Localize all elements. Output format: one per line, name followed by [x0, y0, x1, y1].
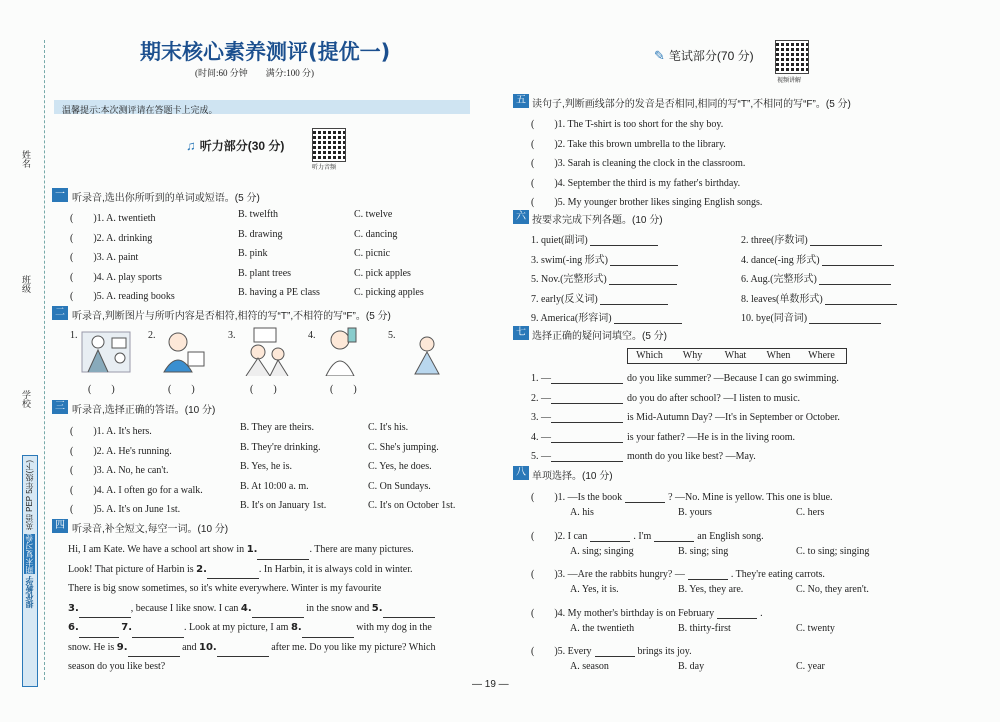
pronunciation-item[interactable]: ( )3. Sarah is cleaning the clock in the classroom. [531, 158, 746, 169]
option-c: C. Yes, he does. [368, 461, 432, 472]
pronunciation-item[interactable]: ( )2. Take this brown umbrella to the library. [531, 138, 726, 150]
section-4-number: 四 [52, 519, 68, 533]
mcq-question[interactable] [531, 565, 825, 580]
blank-number: 6. [68, 622, 79, 633]
cloze-text: Hi, I am Kate. We have a school art show in [68, 544, 247, 555]
option-a[interactable]: A. sing; singing [570, 545, 634, 557]
cloze-line [68, 560, 480, 580]
transform-prompt: 8. leaves(单数形式) [741, 293, 823, 305]
answer-line[interactable] [654, 530, 694, 542]
transform-prompt: 10. bye(同音词) [741, 313, 808, 324]
transform-item [741, 290, 897, 305]
picture-4-number: 4. [308, 330, 316, 341]
tip-text: 温馨提示:本次测评请在答题卡上完成。 [62, 105, 218, 115]
item-prefix: 2. — [531, 392, 551, 404]
answer-line[interactable] [688, 568, 728, 580]
video-qr-icon [775, 40, 809, 74]
class-label: 班级 [21, 275, 31, 293]
picture-3-number: 3. [228, 330, 236, 341]
blank-line[interactable] [207, 567, 259, 579]
mcq-question[interactable] [531, 642, 692, 657]
mcq-stem: ? —No. Mine is yellow. This one is blue. [668, 492, 833, 503]
cloze-text: . Look at my picture, I am [184, 622, 291, 633]
blank-number: 5. [371, 602, 383, 614]
picture-2-answer[interactable]: ( ) [168, 384, 195, 395]
section-5-number: 五 [513, 94, 529, 108]
answer-line[interactable] [819, 273, 891, 285]
option-b[interactable]: B. Yes, they are. [678, 584, 744, 595]
answer-line[interactable] [590, 530, 630, 542]
name-label: 姓名 [21, 150, 31, 168]
blank-number: 8. [290, 622, 302, 633]
transform-item [741, 231, 882, 246]
mcq-stem: . I'm [633, 530, 652, 542]
transform-item [531, 309, 682, 324]
picture-1-drawing-icon [80, 328, 132, 374]
section-3-number: 三 [52, 400, 68, 414]
option-row-q[interactable]: ( )1. A. It's hers. [70, 426, 152, 437]
section-8-number: 八 [513, 466, 529, 480]
answer-line[interactable] [810, 234, 882, 246]
transform-item [741, 270, 891, 285]
item-prefix: 1. — [531, 373, 551, 384]
pronunciation-item[interactable]: ( )4. September the third is my father's birthday. [531, 177, 741, 189]
option-b: B. Yes, he is. [240, 461, 292, 472]
option-row-q[interactable]: ( )4. A. play sports [70, 271, 162, 283]
cloze-text: and [179, 641, 200, 653]
item-text: is your father? —He is in the living room. [627, 431, 796, 443]
cloze-text: snow. He is [68, 641, 117, 653]
book-label: 英语 PEP 5年级(下) [25, 460, 34, 531]
brand-label-2: 提优教学 [25, 576, 34, 609]
option-c[interactable]: C. year [796, 661, 825, 672]
question-word-item [531, 450, 756, 462]
section-8-title: 单项选择。(10 分) [532, 471, 613, 482]
answer-line[interactable] [595, 645, 635, 657]
answer-line[interactable] [610, 254, 678, 266]
cloze-line [68, 638, 480, 658]
section-7-number: 七 [513, 326, 529, 340]
blank-line[interactable] [383, 606, 435, 618]
answer-line[interactable] [551, 450, 623, 462]
option-b: B. At 10:00 a. m. [240, 480, 309, 492]
question-word-item [531, 411, 840, 423]
blank-line[interactable] [79, 626, 119, 638]
school-label: 学校 [21, 390, 31, 408]
item-text: do you like summer? —Because I can go swimming. [627, 373, 839, 384]
answer-line[interactable] [551, 431, 623, 443]
mcq-question[interactable] [531, 488, 833, 503]
mcq-stem: ( )3. —Are the rabbits hungry? — [531, 569, 685, 580]
option-b: B. They're drinking. [240, 441, 321, 453]
picture-2-number: 2. [148, 330, 156, 341]
section-6-title: 按要求完成下列各题。(10 分) [532, 215, 663, 226]
option-row-q[interactable]: ( )2. A. He's running. [70, 445, 172, 457]
cloze-line [68, 618, 480, 638]
item-prefix: 3. — [531, 412, 551, 423]
section-4-title: 听录音,补全短文,每空一词。(10 分) [72, 524, 229, 535]
answer-line[interactable] [625, 491, 665, 503]
word-why: Why [682, 350, 703, 361]
written-title: 笔试部分(70 分) [668, 49, 754, 63]
cloze-line [68, 579, 480, 599]
picture-3-drawing-icon [238, 326, 292, 376]
option-row-q[interactable]: ( )1. A. twentieth [70, 213, 156, 224]
transform-prompt: 2. three(序数词) [741, 235, 808, 246]
item-prefix: 5. — [531, 451, 551, 462]
cloze-text: after me. Do you like my picture? Which [268, 641, 436, 653]
answer-line[interactable] [551, 372, 623, 384]
blank-line[interactable] [252, 606, 304, 618]
answer-line[interactable] [717, 607, 757, 619]
option-c: C. twelve [354, 209, 393, 220]
answer-line[interactable] [825, 293, 897, 305]
option-c: C. picking apples [354, 287, 424, 298]
answer-line[interactable] [822, 254, 894, 266]
transform-prompt: 9. America(形容词) [531, 313, 612, 324]
cut-line [44, 40, 45, 680]
page-number: — 19 — [472, 679, 509, 690]
blank-number: 4. [240, 602, 252, 614]
option-row-q[interactable]: ( )2. A. drinking [70, 232, 153, 244]
option-b: B. plant trees [238, 267, 292, 279]
mcq-stem: ( )5. Every [531, 646, 592, 657]
option-c[interactable]: C. No, they aren't. [796, 584, 869, 595]
exam-title: 期末核心素养测评(提优一) [140, 40, 391, 64]
section-1-title: 听录音,选出你所听到的单词或短语。(5 分) [72, 193, 260, 204]
blank-line[interactable] [217, 645, 269, 657]
binding-banner [22, 455, 38, 687]
option-c: C. pick apples [354, 267, 411, 279]
transform-item [531, 270, 677, 285]
question-word-item [531, 431, 795, 443]
section-5-title: 读句子,判断画线部分的发音是否相同,相同的写“T”,不相同的写“F”。(5 分) [532, 99, 851, 110]
mcq-question[interactable] [531, 604, 763, 619]
transform-item [741, 309, 881, 324]
section-7-title: 选择正确的疑问词填空。(5 分) [532, 331, 667, 342]
answer-line[interactable] [609, 273, 677, 285]
transform-item [531, 251, 678, 266]
video-qr-label: 视频讲解 [777, 78, 802, 84]
option-a[interactable]: A. his [570, 507, 594, 518]
option-a[interactable]: A. the twentieth [570, 622, 635, 634]
mcq-stem: ( )2. I can [531, 530, 588, 542]
option-b: B. drawing [238, 228, 283, 240]
blank-number: 3. [68, 602, 79, 614]
cloze-line [68, 540, 480, 560]
transform-item [741, 251, 894, 266]
listening-qr-label: 听力音频 [312, 165, 337, 171]
cloze-line [68, 657, 480, 677]
option-c[interactable]: C. to sing; singing [796, 545, 870, 557]
blank-line[interactable] [302, 626, 354, 638]
picture-4-drawing-icon [318, 326, 370, 376]
blank-number: 10. [199, 641, 217, 653]
transform-prompt: 6. Aug.(完整形式) [741, 274, 817, 285]
mcq-stem: . They're eating carrots. [730, 569, 825, 580]
option-c: C. It's his. [368, 422, 409, 433]
headphones-icon: ♫ [186, 138, 196, 153]
answer-line[interactable] [614, 312, 682, 324]
question-word-item [531, 372, 839, 384]
option-b[interactable]: B. thirty-first [678, 622, 731, 634]
item-text: month do you like best? —May. [627, 451, 756, 462]
option-c: C. On Sundays. [368, 480, 431, 492]
option-b: B. It's on January 1st. [240, 500, 327, 511]
blank-number: 1. [246, 544, 258, 555]
option-a[interactable]: A. Yes, it is. [570, 584, 619, 595]
picture-5-number: 5. [388, 330, 396, 341]
cloze-text: . In Harbin, it is always cold in winter. [258, 563, 413, 575]
picture-5-drawing-icon [410, 334, 444, 378]
question-word-item [531, 392, 800, 404]
option-b[interactable]: B. sing; sing [678, 545, 729, 557]
blank-line[interactable] [257, 548, 309, 560]
section-3-title: 听录音,选择正确的答语。(10 分) [72, 405, 216, 416]
pronunciation-item[interactable]: ( )1. The T-shirt is too short for the shy boy. [531, 119, 724, 130]
blank-number: 9. [116, 641, 128, 653]
option-b: B. They are theirs. [240, 422, 314, 433]
blank-number: 2. [196, 563, 207, 575]
section-2-title: 听录音,判断图片与所听内容是否相符,相符的写“T”,不相符的写“F”。(5 分) [72, 311, 391, 322]
option-c: C. dancing [354, 228, 398, 240]
transform-prompt: 3. swim(-ing 形式) [531, 254, 608, 266]
blank-line[interactable] [132, 626, 184, 638]
time-score: (时间:60 分钟 满分:100 分) [195, 68, 314, 78]
section-6-number: 六 [513, 210, 529, 224]
transform-item [531, 231, 658, 246]
word-what: What [724, 350, 747, 361]
option-b: B. twelfth [238, 209, 278, 220]
cloze-text: , because I like snow. I can [130, 602, 241, 614]
cloze-text: in the snow and [303, 602, 372, 614]
option-row-q[interactable]: ( )3. A. No, he can't. [70, 465, 169, 476]
option-c: C. picnic [354, 248, 391, 259]
word-when: When [766, 350, 791, 361]
word-box [627, 348, 847, 364]
mcq-stem: . [760, 607, 763, 619]
blank-line[interactable] [79, 606, 131, 618]
blank-number: 7. [121, 622, 133, 633]
section-1-number: 一 [52, 188, 68, 202]
answer-line[interactable] [590, 234, 658, 246]
transform-prompt: 5. Nov.(完整形式) [531, 274, 607, 285]
transform-prompt: 7. early(反义词) [531, 293, 598, 305]
mcq-stem: ( )1. —Is the book [531, 492, 623, 503]
transform-item [531, 290, 668, 305]
option-row-q[interactable]: ( )5. A. reading books [70, 291, 175, 302]
word-which: Which [636, 350, 663, 361]
cloze-text: . There are many pictures. [309, 544, 414, 555]
pencil-icon: ✎ [654, 48, 665, 63]
written-header [654, 47, 754, 65]
brand-label-1: 期末复习卷 [25, 534, 34, 575]
option-c: C. She's jumping. [368, 441, 439, 453]
option-b[interactable]: B. yours [678, 507, 712, 518]
option-b: B. having a PE class [238, 287, 320, 298]
option-b: B. pink [238, 248, 268, 259]
answer-line[interactable] [551, 392, 623, 404]
cloze-line [68, 599, 480, 619]
listening-qr-icon [312, 128, 346, 162]
section-2-number: 二 [52, 306, 68, 320]
listening-header [186, 137, 284, 155]
cloze-text: There is big snow sometimes, so it's white everywhere. Winter is my favourite [68, 583, 382, 594]
answer-line[interactable] [809, 312, 881, 324]
answer-line[interactable] [600, 293, 668, 305]
transform-prompt: 4. dance(-ing 形式) [741, 254, 820, 266]
option-a[interactable]: A. season [570, 661, 609, 672]
mcq-question[interactable] [531, 527, 764, 542]
option-c[interactable]: C. hers [796, 507, 825, 518]
blank-line[interactable] [128, 645, 180, 657]
picture-3-answer[interactable]: ( ) [250, 384, 277, 395]
tip-bar [54, 100, 470, 114]
mcq-stem: ( )4. My mother's birthday is on February [531, 607, 715, 619]
picture-1-answer[interactable]: ( ) [88, 384, 115, 395]
cloze-text: season do you like best? [68, 661, 166, 672]
answer-line[interactable] [551, 411, 623, 423]
item-text: is Mid-Autumn Day? —It's in September or October. [627, 412, 840, 423]
mcq-stem: an English song. [697, 530, 764, 542]
picture-4-answer[interactable]: ( ) [330, 384, 357, 395]
option-row-q[interactable]: ( )4. A. I often go for a walk. [70, 484, 203, 496]
option-b[interactable]: B. day [678, 661, 705, 672]
pronunciation-item[interactable]: ( )5. My younger brother likes singing English songs. [531, 197, 763, 208]
item-text: do you do after school? —I listen to music. [627, 392, 801, 404]
option-c: C. It's on October 1st. [368, 500, 456, 511]
transform-prompt: 1. quiet(副词) [531, 235, 588, 246]
item-prefix: 4. — [531, 431, 551, 443]
picture-2-drawing-icon [158, 328, 208, 374]
word-where: Where [808, 350, 835, 361]
cloze-passage [68, 540, 480, 677]
listening-title: 听力部分(30 分) [199, 139, 285, 153]
option-row-q[interactable]: ( )5. A. It's on June 1st. [70, 504, 181, 515]
option-c[interactable]: C. twenty [796, 622, 835, 634]
cloze-text: Look! That picture of Harbin is [68, 563, 197, 575]
picture-1-number: 1. [70, 330, 78, 341]
cloze-text: with my dog in the [353, 622, 432, 633]
mcq-stem: brings its joy. [637, 646, 692, 657]
option-row-q[interactable]: ( )3. A. paint [70, 252, 139, 263]
